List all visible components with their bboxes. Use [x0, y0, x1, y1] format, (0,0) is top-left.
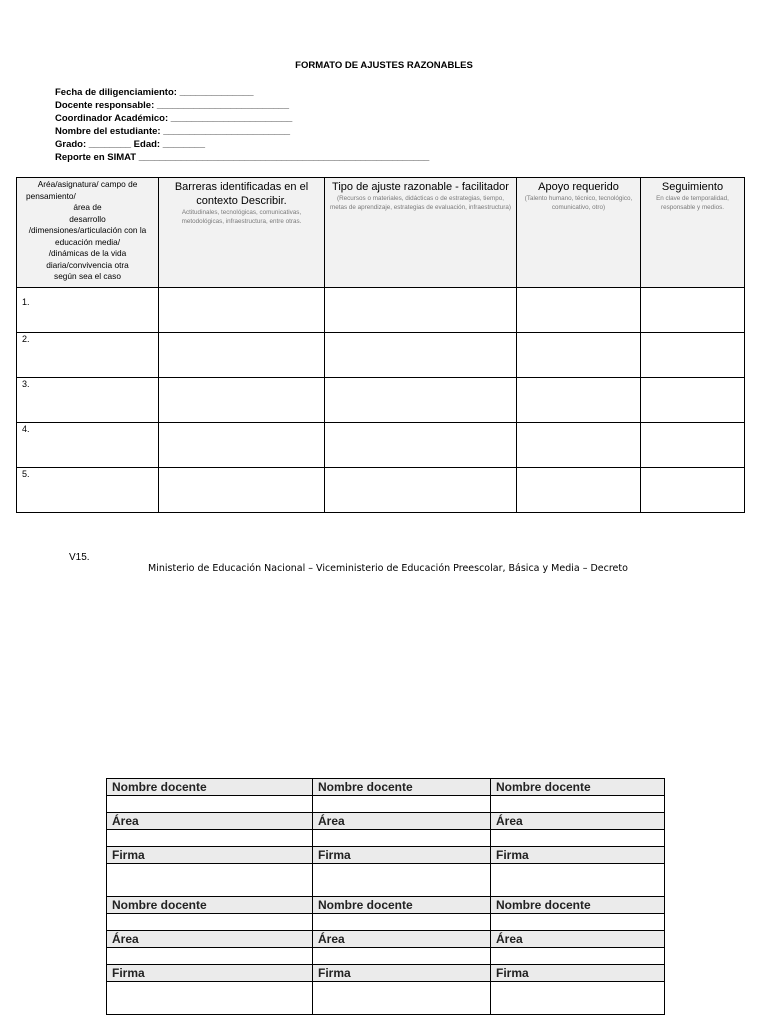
field-fecha: Fecha de diligenciamiento: ______________ [55, 87, 254, 98]
name-label: Nombre docente [313, 779, 491, 796]
table-cell[interactable] [159, 333, 325, 378]
firma-cell[interactable] [107, 982, 313, 1015]
name-cell[interactable] [313, 796, 491, 813]
firma-label: Firma [491, 965, 665, 982]
row-number-cell[interactable] [17, 468, 159, 513]
signature-label-row [107, 897, 665, 914]
name-cell[interactable] [107, 914, 313, 931]
table-row [17, 378, 745, 423]
area-label: Área [313, 813, 491, 830]
header-seguimiento [641, 178, 745, 288]
field-docente: Docente responsable: _________________________ [55, 100, 289, 111]
signature-label-row [107, 931, 665, 948]
firma-cell[interactable] [491, 864, 665, 897]
table-cell[interactable] [159, 423, 325, 468]
firma-label: Firma [313, 965, 491, 982]
header-tipo-ajuste [325, 178, 517, 288]
table-row [17, 333, 745, 378]
header-tipo-ajuste-subtitle: (Recursos o materiales, didácticas o de estrategias, tiempo, metas de aprendizaje, estrategias de evaluación, infraestructura) [330, 195, 511, 211]
table-cell[interactable] [641, 288, 745, 333]
area-cell[interactable] [491, 948, 665, 965]
header-seguimiento-subtitle: En clave de temporalidad, responsable y medios. [656, 195, 729, 211]
row-number-cell[interactable] [17, 288, 159, 333]
signature-table [106, 778, 665, 1015]
firma-cell[interactable] [313, 864, 491, 897]
row-number: 4. [22, 424, 30, 434]
table-cell[interactable] [517, 333, 641, 378]
signature-label-row [107, 847, 665, 864]
area-cell[interactable] [107, 830, 313, 847]
header-area-line: según sea el caso [54, 271, 121, 281]
table-cell[interactable] [641, 378, 745, 423]
table-cell[interactable] [517, 378, 641, 423]
table-cell[interactable] [641, 333, 745, 378]
area-label: Área [491, 931, 665, 948]
header-apoyo-title: Apoyo requerido [538, 181, 619, 193]
header-barreras-title: Barreras identificadas en el contexto Describir. [174, 181, 309, 207]
table-cell[interactable] [517, 288, 641, 333]
name-label: Nombre docente [313, 897, 491, 914]
signature-blank-row [107, 948, 665, 965]
header-area-line: área de [73, 202, 102, 212]
row-number-cell[interactable] [17, 333, 159, 378]
document-title: FORMATO DE AJUSTES RAZONABLES [295, 60, 473, 71]
signature-label-row [107, 779, 665, 796]
firma-label: Firma [491, 847, 665, 864]
form-fields [55, 86, 429, 164]
area-cell[interactable] [491, 830, 665, 847]
table-cell[interactable] [517, 423, 641, 468]
row-number: 2. [22, 334, 30, 344]
signature-label-row [107, 813, 665, 830]
name-label: Nombre docente [491, 897, 665, 914]
table-header-row [17, 178, 745, 288]
header-area-line: educación media/ [54, 236, 121, 247]
header-area-line: diaria/convivencia otra [46, 259, 129, 270]
firma-label: Firma [107, 847, 313, 864]
header-apoyo-subtitle: (Talento humano, técnico, tecnológico, comunicativo, otro) [524, 195, 633, 211]
table-cell[interactable] [641, 468, 745, 513]
table-cell[interactable] [641, 423, 745, 468]
table-cell[interactable] [325, 288, 517, 333]
row-number: 1. [22, 297, 30, 307]
signature-blank-row [107, 830, 665, 847]
name-cell[interactable] [107, 796, 313, 813]
area-cell[interactable] [313, 830, 491, 847]
field-estudiante: Nombre del estudiante: ________________________ [55, 126, 291, 137]
firma-label: Firma [313, 847, 491, 864]
signature-label-row [107, 965, 665, 982]
table-cell[interactable] [517, 468, 641, 513]
field-grado-edad: Grado: ________ Edad: ________ [55, 139, 205, 150]
name-label: Nombre docente [491, 779, 665, 796]
firma-cell[interactable] [491, 982, 665, 1015]
header-barreras [159, 178, 325, 288]
table-cell[interactable] [159, 288, 325, 333]
header-area-line: pensamiento/ [26, 190, 76, 201]
header-apoyo [517, 178, 641, 288]
header-tipo-ajuste-title: Tipo de ajuste razonable - facilitador [332, 181, 509, 193]
table-cell[interactable] [325, 333, 517, 378]
header-barreras-subtitle: Actitudinales, tecnológicas, comunicativas, metodológicas, infraestructura, entre otras. [181, 209, 302, 225]
area-cell[interactable] [107, 948, 313, 965]
table-cell[interactable] [325, 423, 517, 468]
header-area [17, 178, 159, 288]
signature-blank-row [107, 982, 665, 1015]
table-row [17, 288, 745, 333]
table-cell[interactable] [325, 378, 517, 423]
name-cell[interactable] [491, 914, 665, 931]
name-cell[interactable] [313, 914, 491, 931]
area-label: Área [491, 813, 665, 830]
header-area-line: desarrollo [69, 213, 106, 224]
firma-cell[interactable] [107, 864, 313, 897]
header-area-line: Aréa/asignatura/ campo de [37, 179, 138, 189]
adjustments-table [16, 177, 745, 513]
firma-cell[interactable] [313, 982, 491, 1015]
name-cell[interactable] [491, 796, 665, 813]
table-cell[interactable] [159, 468, 325, 513]
area-label: Área [107, 813, 313, 830]
header-area-line: /dimensiones/articulación con la [28, 225, 147, 235]
table-row [17, 468, 745, 513]
signature-blank-row [107, 864, 665, 897]
row-number-cell[interactable] [17, 378, 159, 423]
signature-blank-row [107, 914, 665, 931]
firma-label: Firma [107, 965, 313, 982]
field-simat: Reporte en SIMAT _______________________________________________________ [55, 152, 430, 163]
area-label: Área [313, 931, 491, 948]
table-cell[interactable] [325, 468, 517, 513]
row-number: 5. [22, 469, 30, 479]
row-number-cell[interactable] [17, 423, 159, 468]
field-coordinador: Coordinador Académico: _______________________ [55, 113, 293, 124]
ministry-footer: Ministerio de Educación Nacional – Viceministerio de Educación Preescolar, Básica y Media – Decreto [148, 563, 628, 574]
row-number: 3. [22, 379, 30, 389]
version-label: V15. [69, 552, 90, 563]
signature-blank-row [107, 796, 665, 813]
name-label: Nombre docente [107, 779, 313, 796]
header-area-line: /dinámicas de la vida [48, 248, 127, 258]
table-row [17, 423, 745, 468]
area-label: Área [107, 931, 313, 948]
header-seguimiento-title: Seguimiento [661, 181, 724, 193]
area-cell[interactable] [313, 948, 491, 965]
table-cell[interactable] [159, 378, 325, 423]
name-label: Nombre docente [107, 897, 313, 914]
